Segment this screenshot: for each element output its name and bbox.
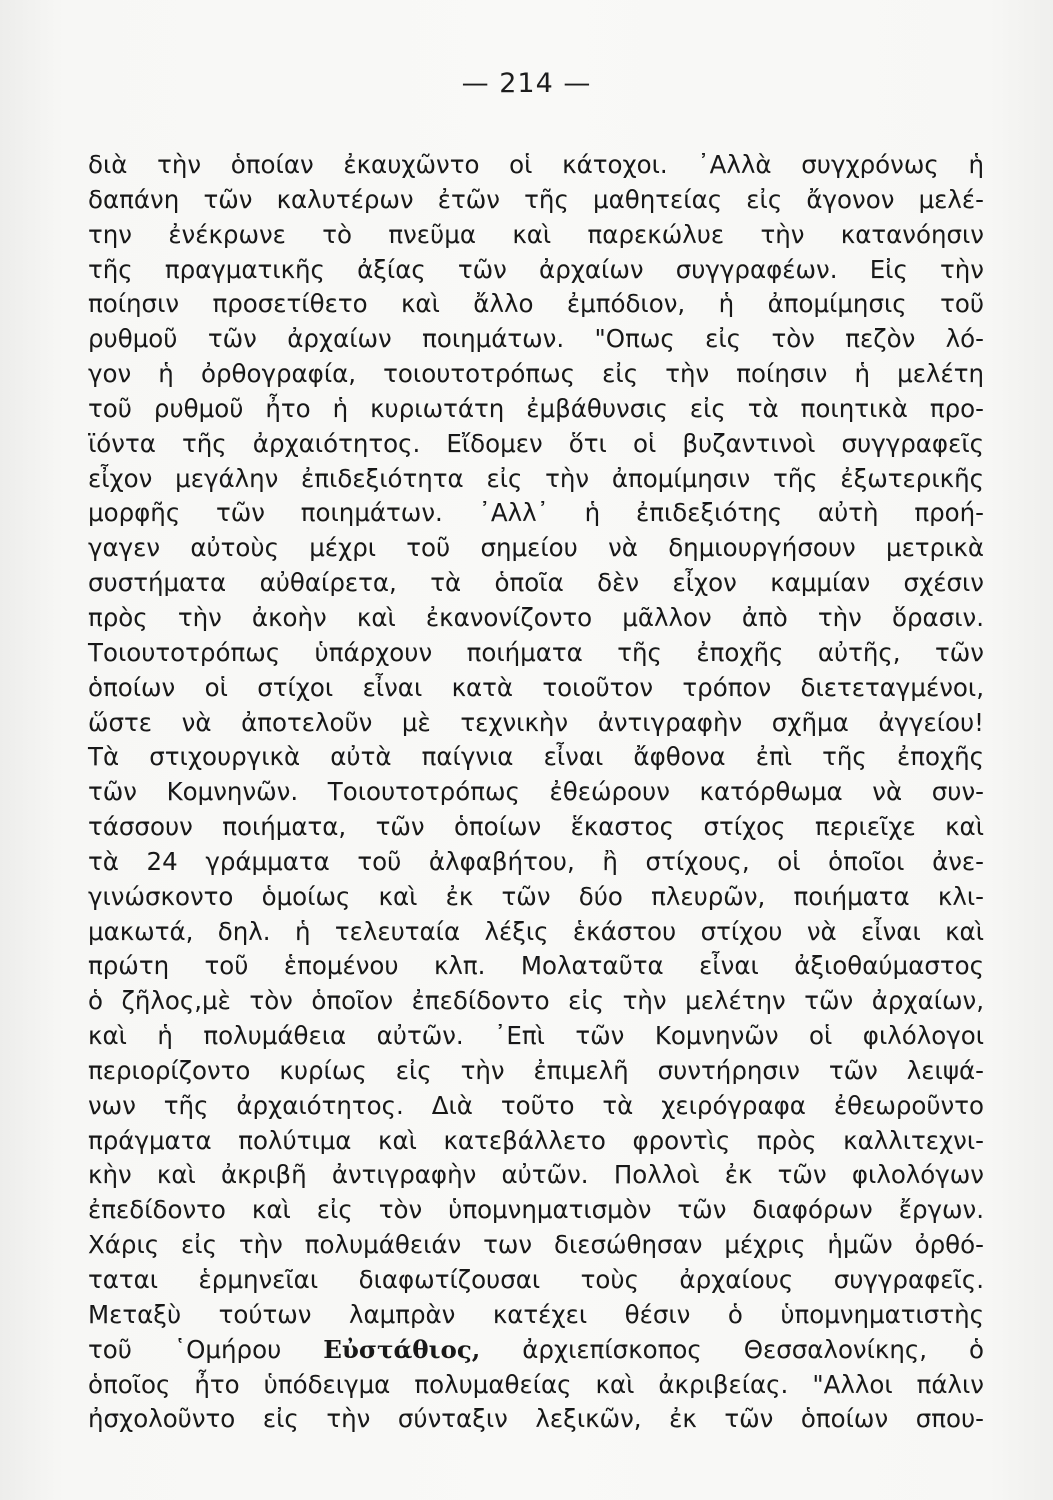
text-line: Τὰ στιχουργικὰ αὐτὰ παίγνια εἶναι ἄφθονα ἐπὶ τῆς ἐποχῆς bbox=[88, 742, 984, 772]
text-line: γον ἡ ὀρθογραφία, τοιουτοτρόπως εἰς τὴν ποίησιν ἡ μελέτη bbox=[88, 359, 984, 389]
text-line: πρὸς τὴν ἀκοὴν καὶ ἐκανονίζοντο μᾶλλον ἀπὸ τὴν ὅρασιν. bbox=[88, 602, 984, 632]
text-line: ἠσχολοῦντο εἰς τὴν σύνταξιν λεξικῶν, ἐκ τῶν ὁποίων σπου- bbox=[88, 1404, 984, 1434]
text-line: πράγματα πολύτιμα καὶ κατεβάλλετο φροντὶς πρὸς καλλιτεχνι- bbox=[88, 1125, 984, 1155]
text-line: τοῦ ρυθμοῦ ἦτο ἡ κυριωτάτη ἐμβάθυνσις εἰς τὰ ποιητικὰ προ- bbox=[88, 393, 984, 423]
text-line: πρώτη τοῦ ἑπομένου κλπ. Μολαταῦτα εἶναι ἀξιοθαύμαστος bbox=[88, 951, 984, 981]
body-text bbox=[88, 148, 984, 1437]
text-line: τάσσουν ποιήματα, τῶν ὁποίων ἕκαστος στίχος περιεῖχε καὶ bbox=[88, 812, 984, 842]
text-line: Τοιουτοτρόπως ὑπάρχουν ποιήματα τῆς ἐποχῆς αὐτῆς, τῶν bbox=[88, 637, 984, 667]
page-number: — 214 — bbox=[461, 68, 592, 99]
text-line: περιορίζοντο κυρίως εἰς τὴν ἐπιμελῆ συντήρησιν τῶν λειψά- bbox=[88, 1055, 984, 1085]
text-line: διὰ τὴν ὁποίαν ἐκαυχῶντο οἱ κάτοχοι. ᾿Αλλὰ συγχρόνως ἡ bbox=[88, 150, 984, 179]
text-line: ταται ἑρμηνεῖαι διαφωτίζουσαι τοὺς ἀρχαίους συγγραφεῖς. bbox=[88, 1265, 984, 1294]
text-line: την ἐνέκρωνε τὸ πνεῦμα καὶ παρεκώλυε τὴν κατανόησιν bbox=[88, 219, 984, 249]
text-line: ϊόντα τῆς ἀρχαιότητος. Εἴδομεν ὅτι οἱ βυζαντινοὶ συγγραφεῖς bbox=[88, 428, 984, 458]
text-line: ὥστε νὰ ἀποτελοῦν μὲ τεχνικὴν ἀντιγραφὴν σχῆμα ἀγγείου! bbox=[88, 707, 984, 737]
text-line: μορφῆς τῶν ποιημάτων. ᾿Αλλ᾿ ἡ ἐπιδεξιότης αὐτὴ προή- bbox=[88, 498, 984, 528]
text-line: καὶ ἡ πολυμάθεια αὐτῶν. ᾿Επὶ τῶν Κομνηνῶν οἱ φιλόλογοι bbox=[88, 1021, 984, 1051]
text-line: συστήματα αὐθαίρετα, τὰ ὁποῖα δὲν εἶχον καμμίαν σχέσιν bbox=[88, 568, 984, 598]
text-line: κὴν καὶ ἀκριβῆ ἀντιγραφὴν αὐτῶν. Πολλοὶ ἐκ τῶν φιλολόγων bbox=[88, 1160, 984, 1190]
text-line: ποίησιν προσετίθετο καὶ ἄλλο ἐμπόδιον, ἡ ἀπομίμησις τοῦ bbox=[88, 289, 984, 319]
text-line: ὁποίων οἱ στίχοι εἶναι κατὰ τοιοῦτον τρόπον διετεταγμένοι, bbox=[88, 672, 984, 702]
text-line: γινώσκοντο ὁμοίως καὶ ἐκ τῶν δύο πλευρῶν, ποιήματα κλι- bbox=[88, 881, 984, 911]
text-line: τῆς πραγματικῆς ἀξίας τῶν ἀρχαίων συγγραφέων. Εἰς τὴν bbox=[88, 254, 984, 284]
text-line: τὰ 24 γράμματα τοῦ ἀλφαβήτου, ἢ στίχους, οἱ ὁποῖοι ἀνε- bbox=[88, 846, 984, 876]
text-line-with-name bbox=[88, 1333, 984, 1368]
text-line: ρυθμοῦ τῶν ἀρχαίων ποιημάτων. "Οπως εἰς τὸν πεζὸν λό- bbox=[88, 324, 984, 354]
text-line: εἶχον μεγάλην ἐπιδεξιότητα εἰς τὴν ἀπομίμησιν τῆς ἐξωτερικῆς bbox=[88, 463, 984, 493]
text-line: νων τῆς ἀρχαιότητος. Διὰ τοῦτο τὰ χειρόγραφα ἐθεωροῦντο bbox=[88, 1090, 984, 1120]
line-prefix: τοῦ ῾Ομήρου bbox=[88, 1334, 282, 1364]
text-line: ὁποῖος ἦτο ὑπόδειγμα πολυμαθείας καὶ ἀκριβείας. "Αλλοι πάλιν bbox=[88, 1369, 984, 1399]
text-line: μακωτά, δηλ. ἡ τελευταία λέξις ἑκάστου στίχου νὰ εἶναι καὶ bbox=[88, 916, 984, 946]
text-line: Χάρις εἰς τὴν πολυμάθειάν των διεσώθησαν μέχρις ἡμῶν ὀρθό- bbox=[88, 1230, 984, 1260]
text-line: γαγεν αὐτοὺς μέχρι τοῦ σημείου νὰ δημιουργήσουν μετρικὰ bbox=[88, 533, 984, 563]
text-line: Μεταξὺ τούτων λαμπρὰν κατέχει θέσιν ὁ ὑπομνηματιστὴς bbox=[88, 1299, 984, 1329]
line-suffix: ἀρχιεπίσκοπος Θεσσαλονίκης, ὁ bbox=[522, 1334, 984, 1364]
bold-person-name: Εὐστάθιος, bbox=[323, 1334, 481, 1364]
text-line: ὁ ζῆλος,μὲ τὸν ὁποῖον ἐπεδίδοντο εἰς τὴν μελέτην τῶν ἀρχαίων, bbox=[88, 986, 984, 1016]
text-line: τῶν Κομνηνῶν. Τοιουτοτρόπως ἐθεώρουν κατόρθωμα νὰ συν- bbox=[88, 777, 984, 807]
text-line: δαπάνη τῶν καλυτέρων ἐτῶν τῆς μαθητείας εἰς ἄγονον μελέ- bbox=[88, 184, 984, 214]
text-line: ἐπεδίδοντο καὶ εἰς τὸν ὑπομνηματισμὸν τῶν διαφόρων ἔργων. bbox=[88, 1195, 984, 1225]
